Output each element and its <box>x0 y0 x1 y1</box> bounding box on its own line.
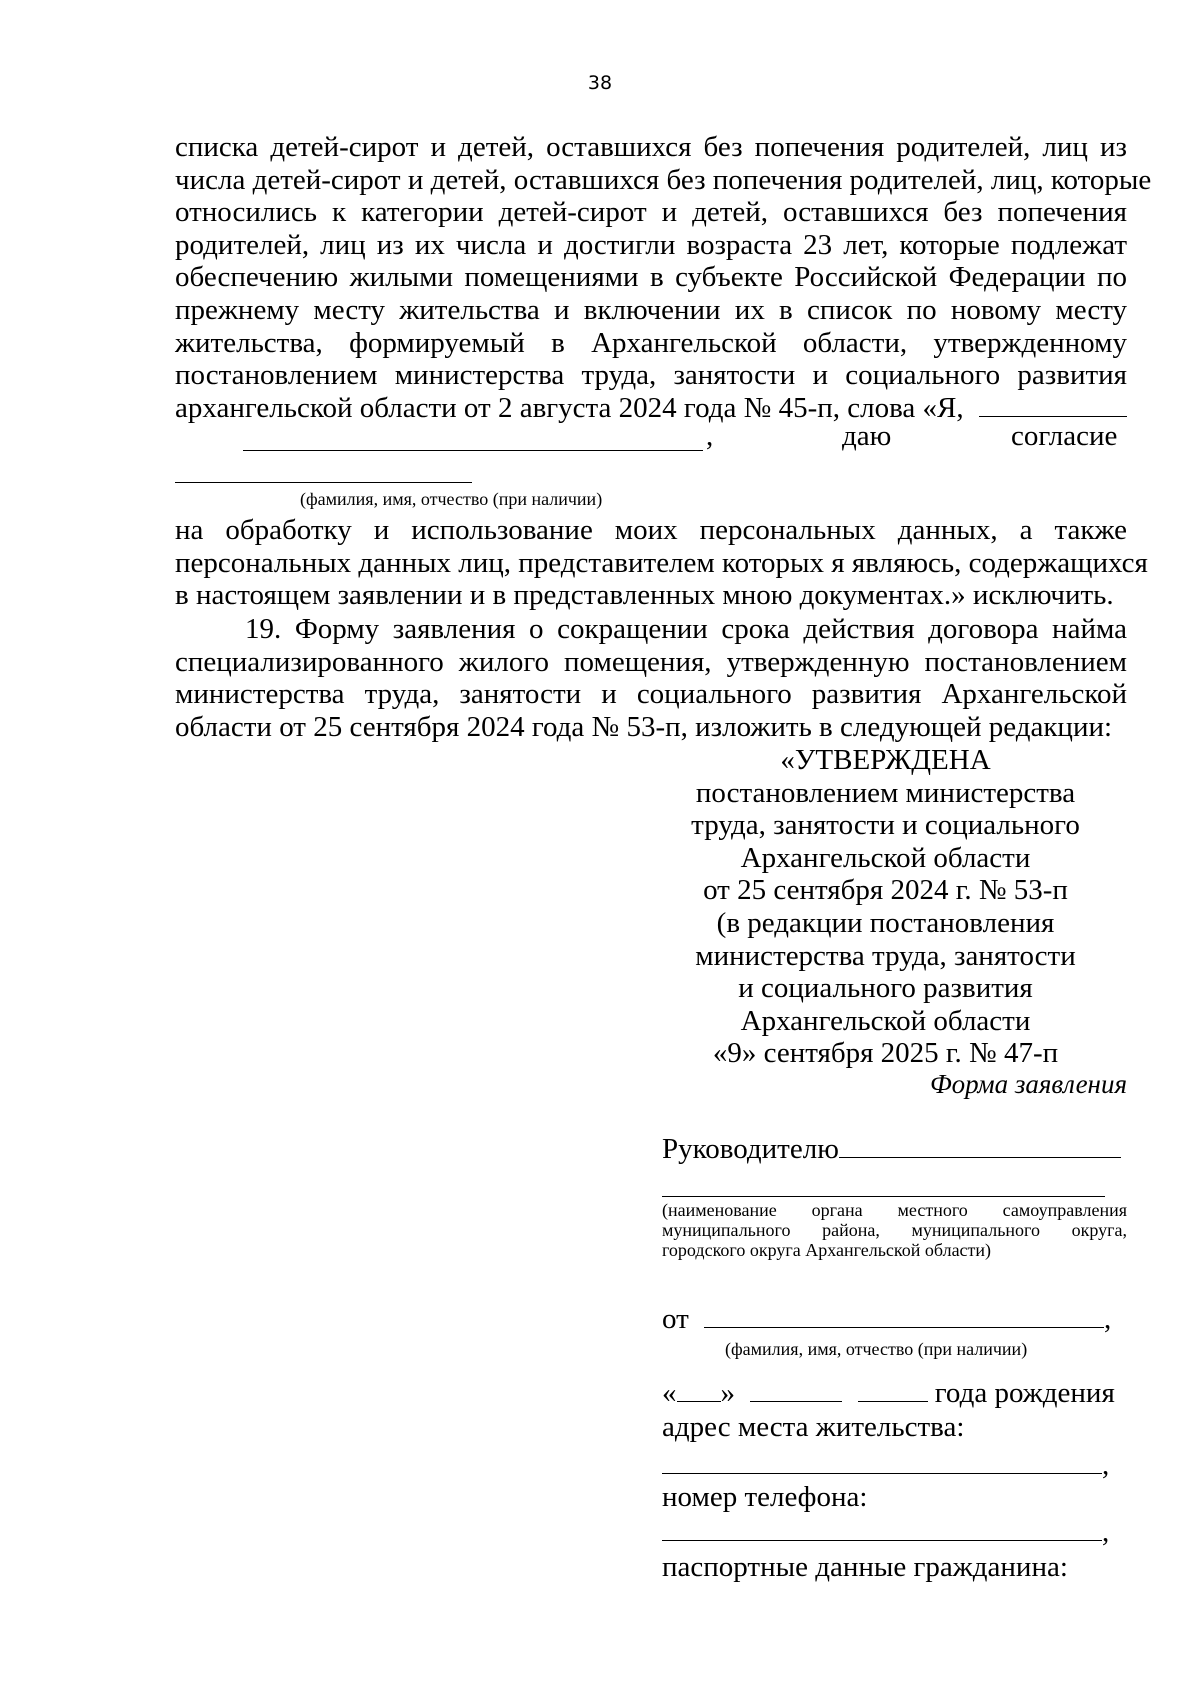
from-line <box>662 1303 1127 1336</box>
separator-line <box>175 482 472 483</box>
approval-line: «УТВЕРЖДЕНА <box>780 744 991 776</box>
blank-line <box>979 394 1127 417</box>
address-label: адрес места жительства: <box>662 1411 965 1443</box>
text-line: жительства, формируемый в Архангельской области, утвержденному <box>175 326 1127 359</box>
text-line: обеспечению жилыми помещениями в субъекте Российской Федерации по <box>175 261 1127 294</box>
blank-line <box>750 1379 842 1402</box>
blank-line <box>704 1305 1104 1328</box>
text-line: родителей, лиц из их числа и достигли возраста 23 лет, которые подлежат <box>175 228 1127 261</box>
approval-line: от 25 сентября 2024 г. № 53-п <box>703 874 1068 907</box>
comma: , <box>706 420 714 452</box>
text-line: специализированного жилого помещения, утвержденную постановлением <box>175 645 1127 678</box>
approval-line: постановлением министерства <box>695 776 1076 809</box>
approval-line: «9» сентября 2025 г. № 47-п <box>712 1037 1059 1070</box>
blank-line <box>662 1518 1102 1541</box>
phone-line <box>662 1516 1127 1549</box>
approval-block <box>663 744 1108 1070</box>
caption-organization: (наименование органа местного самоуправления муниципального района, муниципального округа, городского округа Архангельской области) <box>662 1200 1127 1260</box>
approval-line: (в редакции постановления <box>716 906 1055 939</box>
dob-label: года рождения <box>934 1377 1115 1409</box>
approval-line: труда, занятости и социального <box>691 809 1080 842</box>
caption-fio: (фамилия, имя, отчество (при наличии) <box>725 1339 1028 1359</box>
text-line: прежнему месту жительства и включении их в список по новому месту <box>175 293 1127 326</box>
text-line: постановлением министерства труда, занятости и социального развития <box>175 359 1127 392</box>
text-line: области от 25 сентября 2024 года № 53-п, изложить в следующей редакции: <box>175 710 1113 743</box>
paragraph-amendment-list <box>175 131 1152 424</box>
phone-label: номер телефона: <box>662 1481 868 1513</box>
comma: , <box>1104 1303 1112 1335</box>
paragraph-consent <box>175 514 1148 612</box>
blank-line <box>662 1196 1105 1197</box>
passport-label: паспортные данные гражданина: <box>662 1551 1068 1583</box>
blank-line <box>662 1451 1102 1474</box>
page-number: 38 <box>587 72 613 94</box>
approval-line: Архангельской области <box>740 1004 1031 1037</box>
text-line: министерства труда, занятости и социального развития Архангельской <box>175 678 1127 711</box>
text-line: списка детей-сирот и детей, оставшихся без попечения родителей, лиц из <box>175 131 1127 163</box>
text-line <box>175 392 1127 425</box>
approval-line: министерства труда, занятости <box>695 939 1076 972</box>
comma: , <box>1102 1449 1110 1481</box>
blank-line <box>677 1379 721 1402</box>
consent-word: согласие <box>1011 420 1118 452</box>
text-line: в настоящем заявлении и в представленных мною документах.» исключить. <box>175 579 1114 612</box>
addressee-line <box>662 1133 1127 1166</box>
form-label: Форма заявления <box>929 1069 1127 1099</box>
addressee-label: Руководителю <box>662 1133 839 1165</box>
blank-line <box>243 428 703 451</box>
dob-quote: » <box>720 1377 735 1409</box>
blank-line <box>839 1135 1121 1158</box>
from-label: от <box>662 1303 689 1335</box>
paragraph-19 <box>175 613 1127 743</box>
text-line: на обработку и использование моих персональных данных, а также <box>175 514 1127 546</box>
consent-word: даю <box>842 420 892 452</box>
text-line: персональных данных лиц, представителем которых я являюсь, содержащихся <box>175 546 1148 579</box>
approval-line: и социального развития <box>738 972 1033 1005</box>
comma: , <box>1102 1516 1110 1548</box>
blank-line <box>858 1379 928 1402</box>
dob-line <box>662 1377 1127 1410</box>
caption-fio: (фамилия, имя, отчество (при наличии) <box>300 489 603 509</box>
address-line <box>662 1449 1127 1482</box>
dob-quote: « <box>662 1377 677 1409</box>
text-line: числа детей-сирот и детей, оставшихся без попечения родителей, лиц, которые <box>175 163 1152 196</box>
text-line: 19. Форму заявления о сокращении срока действия договора найма <box>245 613 1127 645</box>
text-fragment: архангельской области от 2 августа 2024 года № 45-п, слова «Я, <box>175 391 964 424</box>
approval-line: Архангельской области <box>740 841 1031 874</box>
text-line: относились к категории детей-сирот и детей, оставшихся без попечения <box>175 196 1127 229</box>
